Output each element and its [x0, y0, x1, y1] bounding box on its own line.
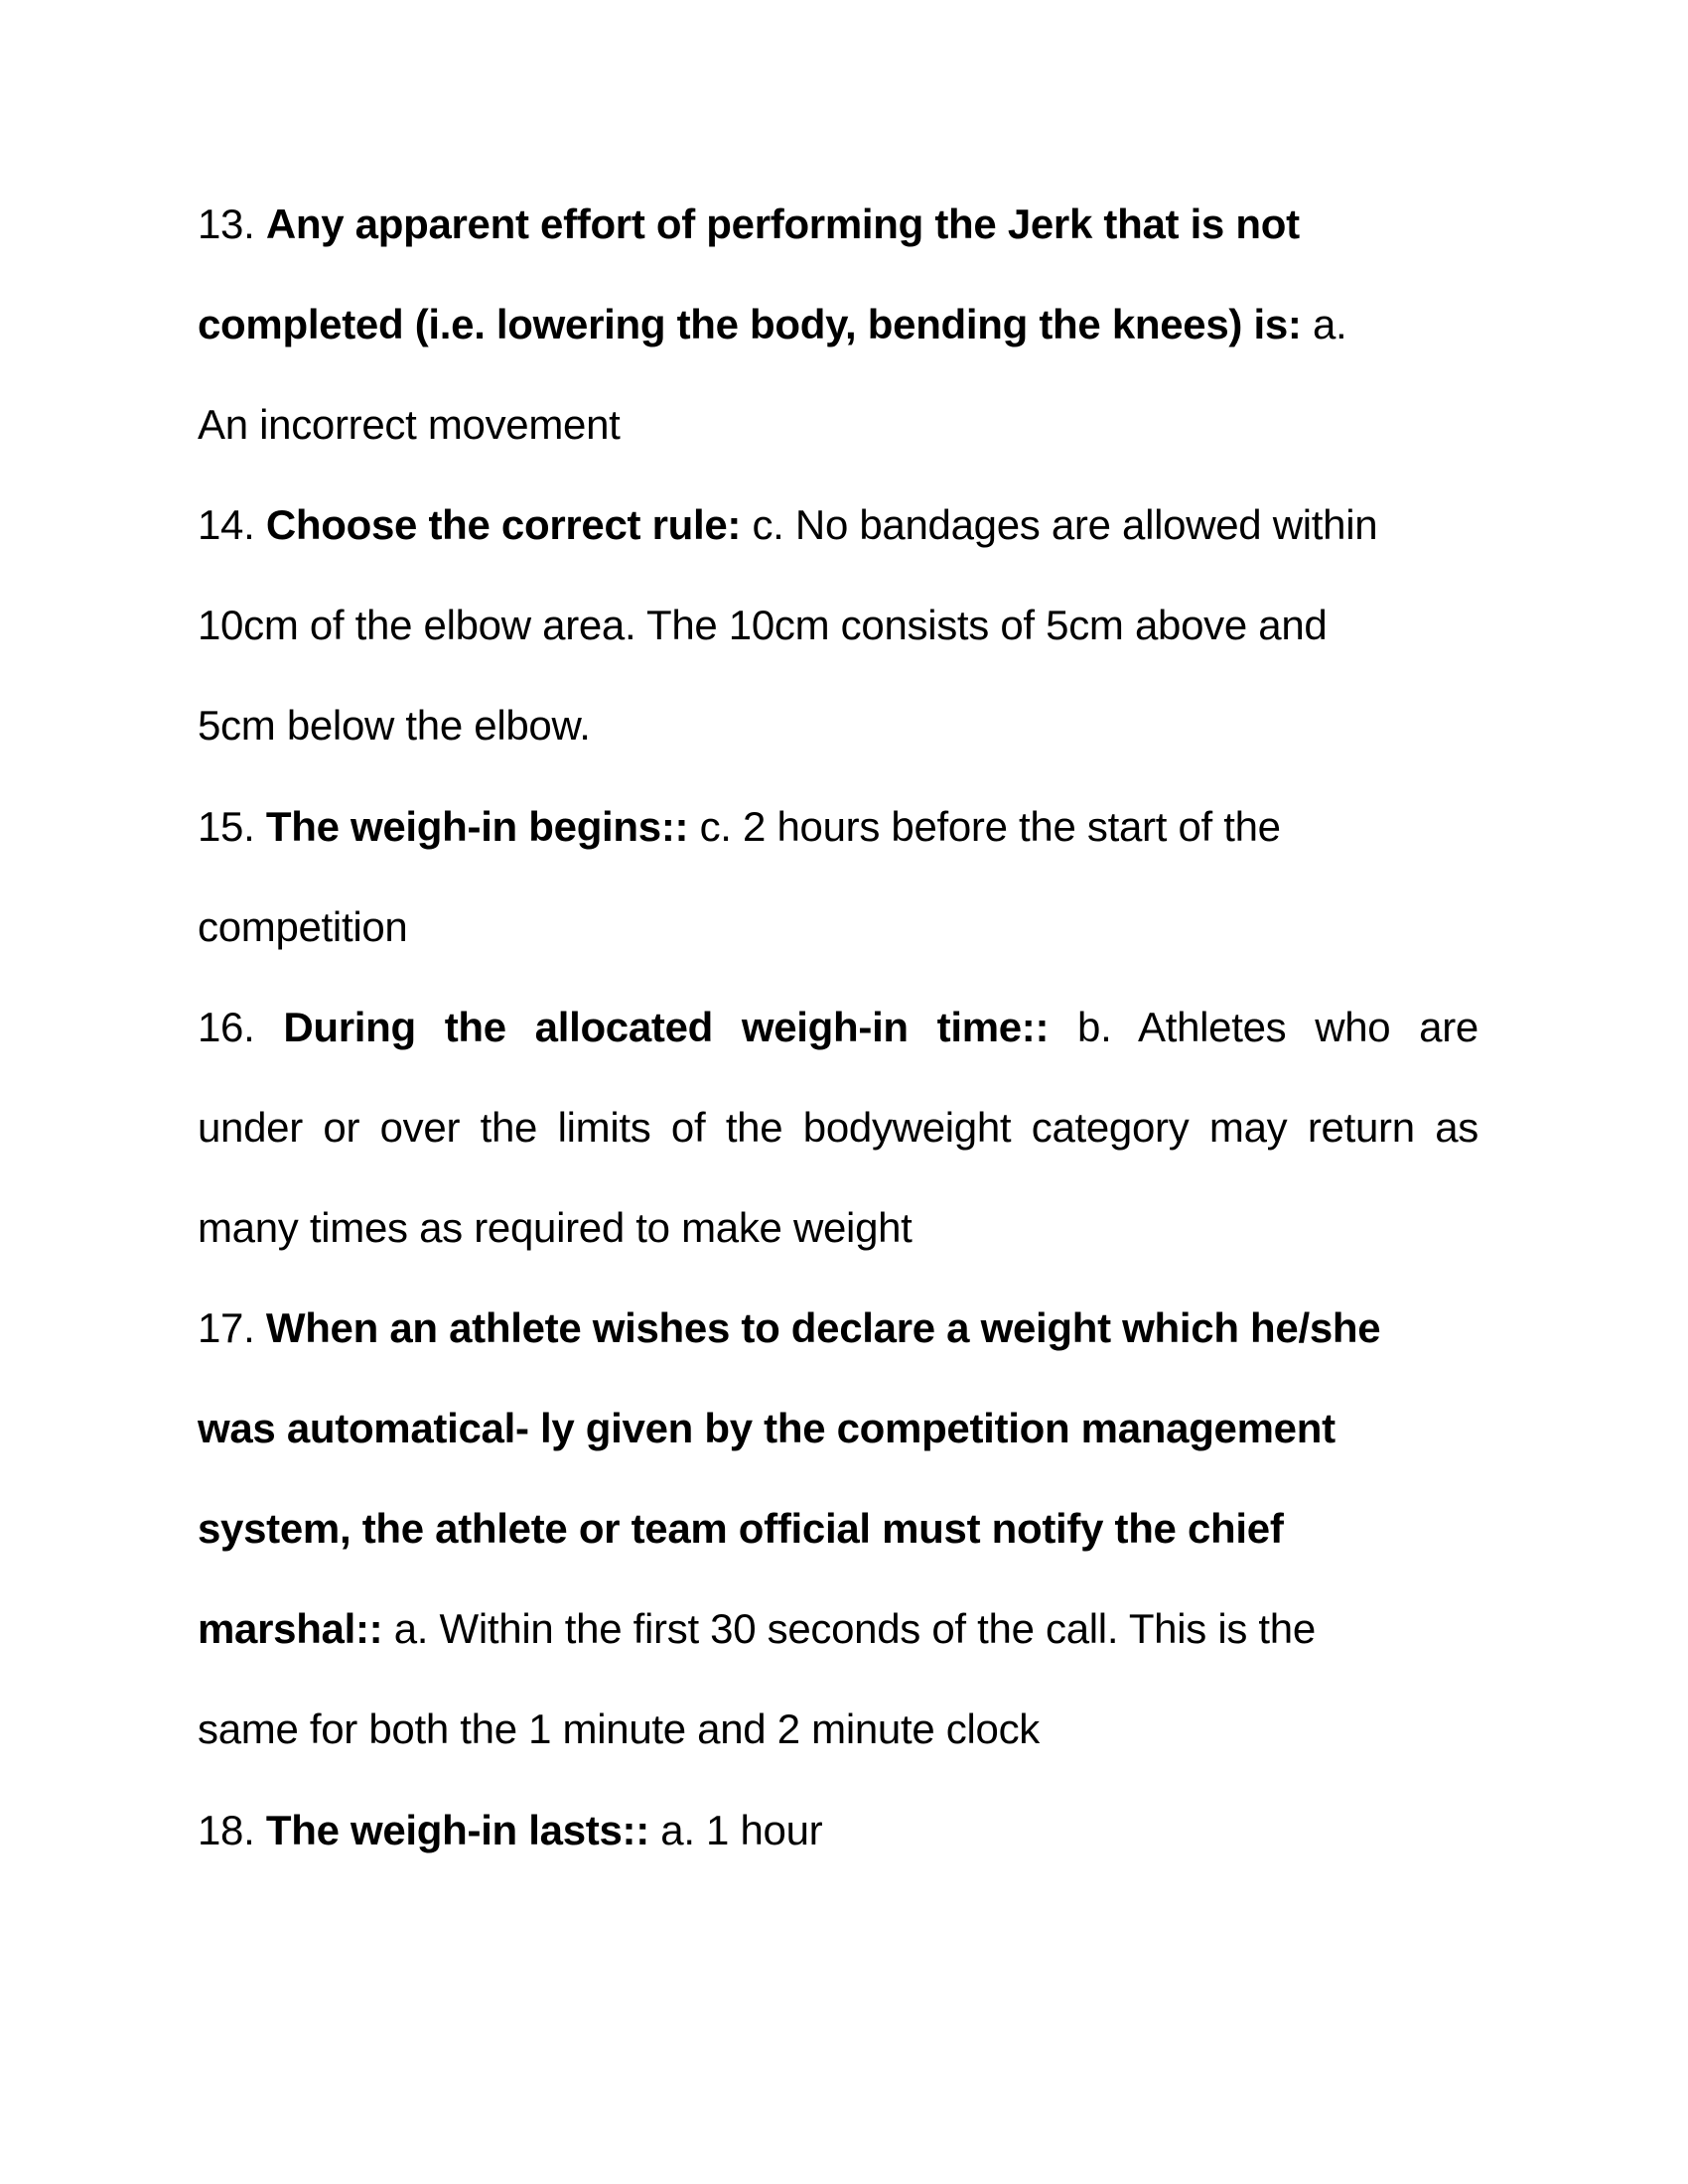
- answer-text: 16.: [198, 1003, 284, 1050]
- answer-text: same for both the 1 minute and 2 minute clock: [198, 1706, 1040, 1753]
- text-line: [198, 1478, 1478, 1578]
- question-text: Choose the correct rule:: [265, 501, 742, 549]
- answer-text: a. Within the first 30 seconds of the call. This is the: [382, 1605, 1316, 1653]
- question-text: The weigh-in lasts::: [265, 1806, 649, 1853]
- text-line: [198, 475, 1478, 575]
- answer-text: 14.: [198, 501, 266, 549]
- answer-text: a. 1 hour: [648, 1806, 823, 1853]
- answer-text: 10cm of the elbow area. The 10cm consists of 5cm above and: [198, 602, 1328, 649]
- answer-text: 15.: [198, 802, 266, 850]
- answer-text: 13.: [198, 201, 266, 247]
- answer-text: 5cm below the elbow.: [198, 702, 591, 750]
- text-line: [198, 1378, 1478, 1478]
- answer-text: under or over the limits of the bodyweight category may return as: [198, 1103, 1478, 1151]
- text-line: [198, 174, 1478, 274]
- question-text: system, the athlete or team official must notify the chief: [198, 1505, 1284, 1553]
- answer-text: 17.: [198, 1304, 266, 1352]
- document-body: [198, 174, 1478, 1880]
- question-text: During the allocated weigh-in time::: [283, 1003, 1050, 1050]
- question-item: [198, 1278, 1478, 1779]
- answer-text: An incorrect movement: [198, 401, 621, 449]
- answer-text: c. No bandages are allowed within: [741, 501, 1378, 549]
- text-line: [198, 675, 1478, 775]
- question-item: [198, 1780, 1478, 1880]
- answer-text: 18.: [198, 1806, 266, 1853]
- answer-text: a.: [1301, 301, 1347, 348]
- answer-text: b. Athletes who are: [1049, 1003, 1478, 1050]
- question-text: The weigh-in begins::: [265, 802, 689, 850]
- question-item: [198, 174, 1478, 475]
- text-line: [198, 575, 1478, 675]
- text-line: [198, 1177, 1478, 1278]
- answer-text: c. 2 hours before the start of the: [688, 802, 1281, 850]
- question-text: completed (i.e. lowering the body, bending the knees) is:: [198, 301, 1302, 348]
- question-item: [198, 475, 1478, 775]
- text-line: [198, 1679, 1478, 1779]
- question-text: Any apparent effort of performing the Jerk that is not: [265, 201, 1300, 247]
- answer-text: many times as required to make weight: [198, 1203, 913, 1251]
- text-line: [198, 977, 1478, 1077]
- text-line: [198, 776, 1478, 877]
- text-line: [198, 877, 1478, 977]
- answer-text: competition: [198, 902, 408, 950]
- text-line: [198, 1077, 1478, 1177]
- question-text: marshal::: [198, 1605, 383, 1653]
- question-text: was automatical- ly given by the competition management: [198, 1405, 1336, 1452]
- question-item: [198, 977, 1478, 1278]
- question-text: When an athlete wishes to declare a weight which he/she: [265, 1304, 1381, 1352]
- text-line: [198, 1780, 1478, 1880]
- question-item: [198, 776, 1478, 977]
- text-line: [198, 374, 1478, 475]
- text-line: [198, 1278, 1478, 1378]
- text-line: [198, 274, 1478, 374]
- text-line: [198, 1578, 1478, 1679]
